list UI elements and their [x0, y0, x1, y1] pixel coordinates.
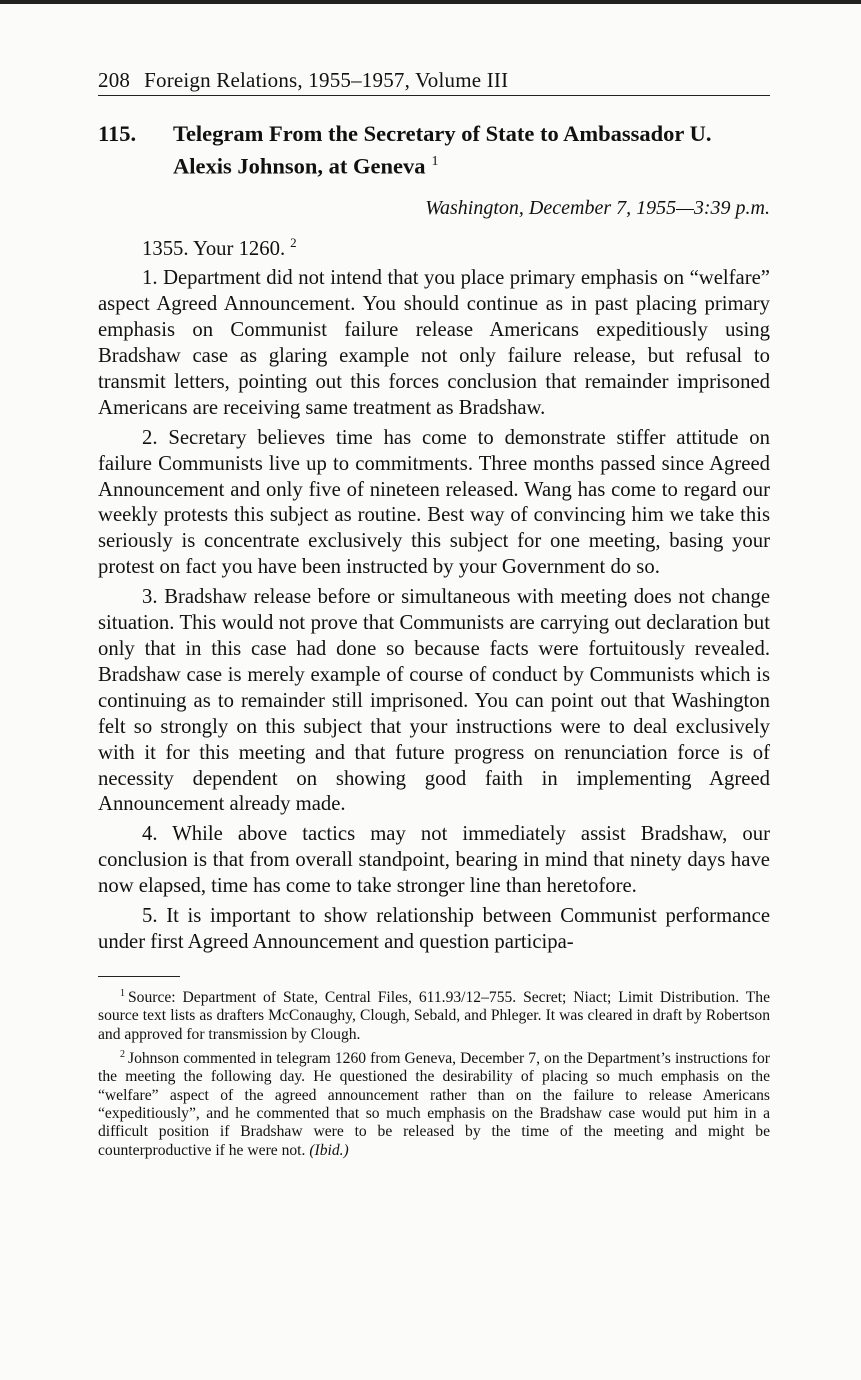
dateline: Washington, December 7, 1955—3:39 p.m.	[425, 196, 770, 219]
document-number: 115.	[98, 121, 137, 146]
page-number: 208	[98, 68, 131, 92]
footnote-2	[98, 1046, 770, 1160]
footnote-text: Johnson commented in telegram 1260 from Geneva, December 7, on the Department’s instructions for the meeting the following day. He questioned the desirability of placing so much emphasis on the “welfare” aspect of the agreed announcement rather than on the failure to release Americans “expeditiously”, and he commented that so much emphasis on the Bradshaw case would put him in a difficult position if Bradshaw were to be released by the time of the meeting and might be counterproductive if he were not.	[98, 1050, 770, 1159]
paragraph-5: 5. It is important to show relationship between Communist performance under first Agreed Announcement and question participa-	[98, 905, 770, 953]
footnote-text: Source: Department of State, Central Files, 611.93/12–755. Secret; Niact; Limit Distribution. The source text lists as drafters McConaughy, Clough, Sebald, and Phleger. It was cleared in draft by Robertson and approved for transmission by Clough.	[98, 989, 770, 1043]
footnote-ref-1[interactable]: 1	[431, 154, 439, 169]
footnote-ref-2[interactable]: 2	[290, 234, 297, 250]
document-heading	[98, 120, 770, 181]
footnote-citation: (Ibid.)	[309, 1141, 349, 1159]
paragraph-1: 1. Department did not intend that you place primary emphasis on “welfare” aspect Agreed Announcement. You should continue as in past placing primary emphasis on Communist failure release Americans expeditiously using Bradshaw case as glaring example not only failure release, but refusal to transmit letters, pointing out this forces conclusion that remainder imprisoned Americans are receiving same treatment as Bradshaw.	[98, 267, 770, 419]
paragraph-2: 2. Secretary believes time has come to demonstrate stiffer attitude on failure Communists live up to commitments. Three months passed since Agreed Announcement and only five of nineteen released. Wang has come to regard our weekly protests this subject as routine. Best way of convincing him we take this seriously is concentrate exclusively this subject for one meeting, basing your protest on fact you have been instructed by your Government do so.	[98, 426, 770, 579]
running-head	[98, 68, 770, 96]
footnote-1	[98, 985, 770, 1044]
volume-title: Foreign Relations, 1955–1957, Volume III	[144, 68, 509, 92]
footnote-marker: 2	[120, 1048, 125, 1060]
opening-line: 1355. Your 1260. $^2$	[142, 234, 297, 260]
footnotes	[98, 985, 770, 1160]
footnote-divider	[98, 976, 180, 977]
document-title-block	[173, 120, 770, 181]
paragraph-4: 4. While above tactics may not immediately assist Bradshaw, our conclusion is that from overall standpoint, bearing in mind that ninety days have now elapsed, time has come to take stronger line than heretofore.	[98, 823, 770, 898]
paragraph-3: 3. Bradshaw release before or simultaneous with meeting does not change situation. This would not prove that Communists are carrying out declaration but only that in this case had done so because facts were fortuitously revealed. Bradshaw case is merely example of course of conduct by Communists which is continuing as to remainder still imprisoned. You can point out that Washington felt so strongly on this subject that your instructions were to deal exclusively with it for this meeting and that future progress on renunciation force is of necessity dependent on showing good faith in implementing Agreed Announcement already made.	[98, 586, 770, 816]
document-page	[98, 68, 770, 1162]
telegram-body	[98, 230, 770, 956]
page-top-edge	[0, 0, 861, 4]
footnote-marker: 1	[120, 987, 125, 999]
document-title: Telegram From the Secretary of State to Ambassador U. Alexis Johnson, at Geneva	[173, 121, 712, 179]
